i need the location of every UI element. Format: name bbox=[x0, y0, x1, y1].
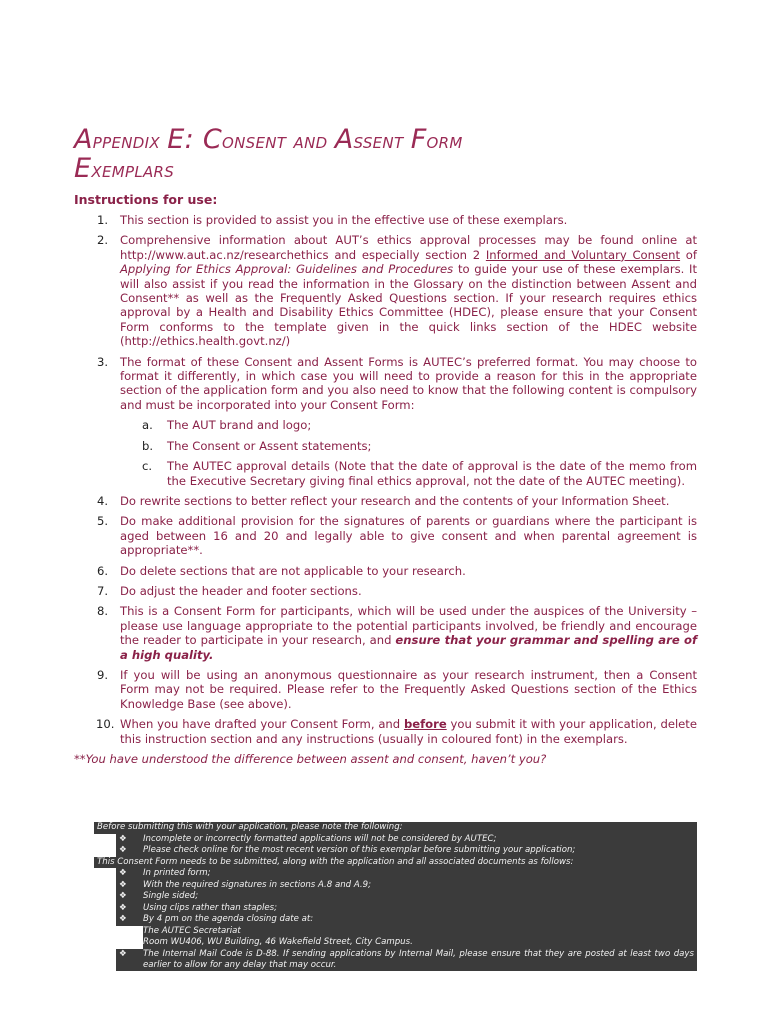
notice-bullet: ❖ In printed form; bbox=[119, 868, 211, 878]
secretariat-address: Room WU406, WU Building, 46 Wakefield Street, City Campus. bbox=[143, 937, 413, 947]
bullet-icon: ❖ bbox=[119, 902, 127, 913]
assent-consent-note: **You have understood the difference between assent and consent, haven’t you? bbox=[74, 752, 547, 766]
box-gap bbox=[94, 926, 143, 949]
bullet-icon: ❖ bbox=[119, 845, 127, 855]
list-item: 2. Comprehensive information about AUT’s ethics approval processes may be found online at http://www.aut.ac.nz/researchethics and especially section 2 Informed and Voluntary Consent of Applying for Ethics Approval: Guidelines and Procedures to guide your use of these exemplars. It will also assist if you read the information in the Glossary on the distinction between Assent and Consent** as well as the Frequently Asked Questions section. If your research requires ethics approval by a Health and Disability Ethics Committee (HDEC), please ensure that your Consent Form conforms to the template given in the quick links section of the HDEC website (http://ethics.health.govt.nz/) bbox=[97, 233, 698, 349]
compulsory-content-list bbox=[120, 418, 697, 488]
bullet-icon: ❖ bbox=[119, 948, 127, 959]
notice-bullet: ❖ Please check online for the most recent version of this exemplar before submitting your application; bbox=[119, 845, 576, 855]
bullet-icon: ❖ bbox=[119, 879, 127, 890]
bullet-icon: ❖ bbox=[119, 891, 127, 901]
list-item: 5. Do make additional provision for the signatures of parents or guardians where the participant is aged between 16 and 20 and legally able to give consent and when parental agreement is appropriate**. bbox=[97, 514, 697, 558]
secretariat-address: The AUTEC Secretariat bbox=[143, 925, 241, 936]
box-gap bbox=[94, 868, 116, 926]
informed-consent-link[interactable]: Informed and Voluntary Consent bbox=[485, 247, 681, 262]
bullet-icon: ❖ bbox=[119, 914, 127, 924]
notice-bullet: ❖ Using clips rather than staples; bbox=[119, 902, 277, 913]
document-body bbox=[74, 126, 697, 766]
list-item: 6. Do delete sections that are not applicable to your research. bbox=[97, 563, 466, 578]
notice-bullet: ❖ With the required signatures in sections A.8 and A.9; bbox=[119, 879, 371, 890]
bullet-icon: ❖ bbox=[119, 833, 127, 844]
notice-bullet: ❖ By 4 pm on the agenda closing date at: bbox=[119, 914, 314, 924]
notice-bullet: ❖ Incomplete or incorrectly formatted applications will not be considered by AUTEC; bbox=[119, 833, 497, 844]
notice-heading: Before submitting this with your application, please note the following: bbox=[97, 822, 403, 832]
instructions-list bbox=[74, 213, 697, 746]
sub-list-item: a. The AUT brand and logo; bbox=[142, 418, 312, 433]
sub-list-item: b. The Consent or Assent statements; bbox=[142, 438, 372, 453]
list-item: 7. Do adjust the header and footer sections. bbox=[97, 583, 362, 598]
page-title: Appendix E: Consent and Assent Form Exemplars bbox=[74, 124, 463, 184]
list-item: 1. This section is provided to assist you in the effective use of these exemplars. bbox=[97, 213, 568, 227]
box-gap bbox=[94, 834, 116, 857]
list-item: 9. If you will be using an anonymous questionnaire as your research instrument, then a Consent Form may not be required. Please refer to the Frequently Asked Questions section of the Ethics Knowledge Base (see above). bbox=[97, 667, 697, 711]
list-item: 8. This is a Consent Form for participants, which will be used under the auspices of the University – please use language appropriate to the potential participants involved, be friendly and encourage the reader to participate in your research, and ensure that your grammar and spelling are of a high quality. bbox=[97, 604, 698, 662]
list-item: 4. Do rewrite sections to better reflect your research and the contents of your Information Sheet. bbox=[97, 493, 670, 508]
list-item: 10. When you have drafted your Consent Form, and before you submit it with your application, delete this instruction section and any instructions (usually in coloured font) in the exemplars. bbox=[96, 717, 697, 746]
bullet-icon: ❖ bbox=[119, 868, 127, 878]
notice-bullet: ❖ Single sided; bbox=[119, 891, 199, 901]
submission-notice-box bbox=[94, 822, 697, 971]
instructions-heading: Instructions for use: bbox=[74, 192, 218, 207]
sub-list-item: c. The AUTEC approval details (Note that the date of approval is the date of the memo from the Executive Secretary giving final ethics approval, not the date of the AUTEC meeting). bbox=[142, 459, 697, 488]
notice-bullet: ❖ The Internal Mail Code is D-88. If sending applications by Internal Mail, please ensure that they are posted at least two days earlier to allow for any delay that may occur. bbox=[119, 948, 694, 970]
box-gap bbox=[94, 949, 116, 972]
notice-heading: This Consent Form needs to be submitted, along with the application and all associated documents as follows: bbox=[97, 856, 574, 867]
list-item: 3. The format of these Consent and Assent Forms is AUTEC’s preferred format. You may choose to format it differently, in which case you will need to provide a reason for this in the appropriate section of the application form and you also need to know that the following content is compulsory and must be incorporated into your Consent Form: a. The AUT brand and logo; b. The Consent or Assent statements; c. The AUTEC approval details (Note that the date of approval is the date of the memo from the Executive Secretary giving final ethics approval, not the date of the AUTEC meeting). bbox=[97, 354, 697, 488]
